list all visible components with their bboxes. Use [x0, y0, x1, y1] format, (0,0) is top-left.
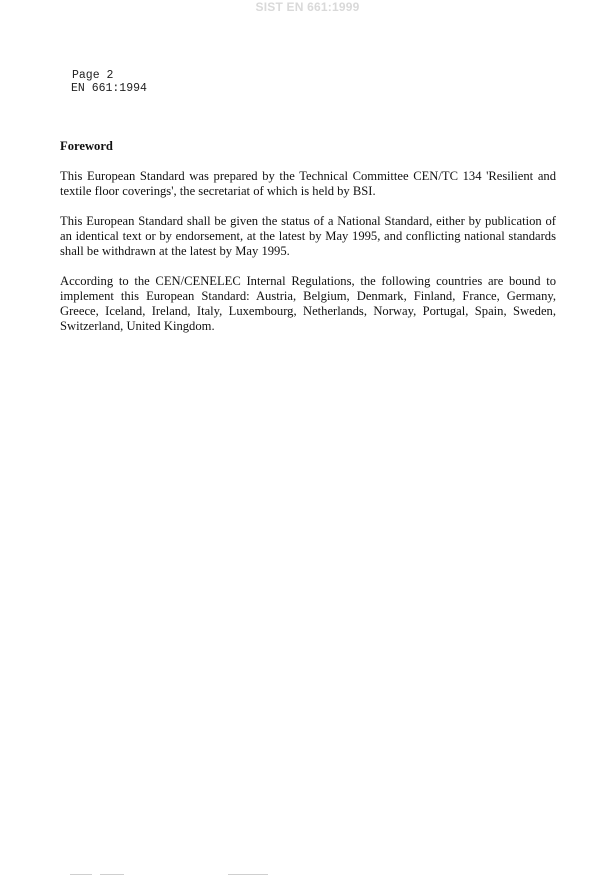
scan-artifacts — [0, 866, 615, 876]
foreword-title: Foreword — [60, 139, 113, 153]
page-header — [72, 69, 147, 95]
standard-number: EN 661:1994 — [71, 82, 147, 95]
foreword-paragraph-committee: This European Standard was prepared by the Technical Committee CEN/TC 134 'Resilient and textile floor coverings', the secretariat of which is held by BSI. — [60, 169, 556, 198]
watermark: SIST EN 661:1999 — [255, 0, 360, 14]
foreword-paragraph-status: This European Standard shall be given the status of a National Standard, either by publication of an identical text or by endorsement, at the latest by May 1995, and conflicting national standards shall be withdrawn at the latest by May 1995. — [60, 214, 556, 258]
page-number: Page 2 — [72, 69, 114, 82]
foreword-paragraph-countries: According to the CEN/CENELEC Internal Regulations, the following countries are bound to implement this European Standard: Austria, Belgium, Denmark, Finland, France, Germany, Greece, Iceland, Ireland, Italy, Luxembourg, Netherlands, Norway, Portugal, Spain, Sweden, Switzerland, United Kingdom. — [60, 274, 556, 333]
foreword-section — [60, 139, 556, 349]
